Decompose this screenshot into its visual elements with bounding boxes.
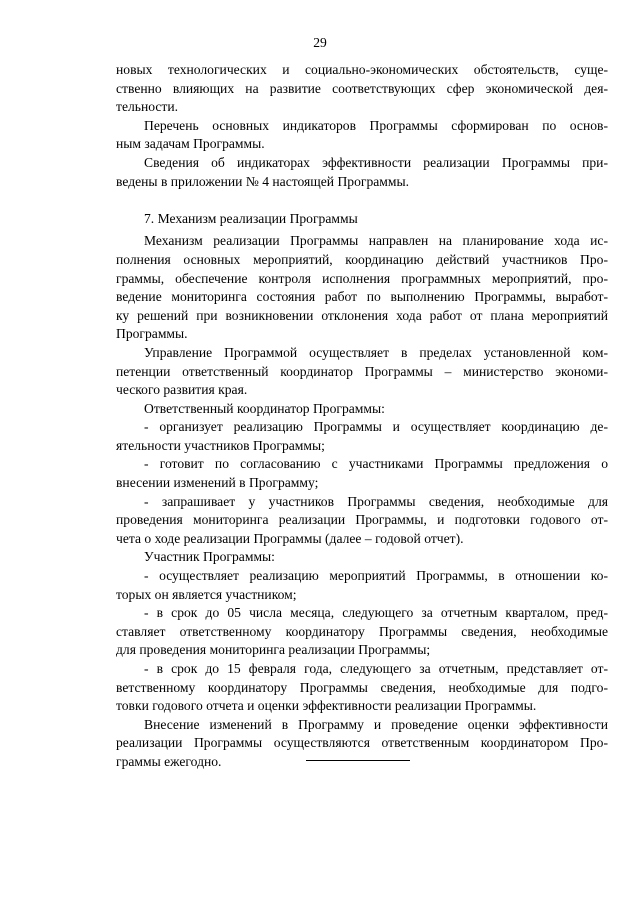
spacer bbox=[116, 191, 608, 210]
text-line: Программы. bbox=[116, 326, 188, 342]
text-line: ведены в приложении № 4 настоящей Программы. bbox=[116, 173, 410, 189]
text-line: Внесение изменений в Программу и проведение оценки эффективности bbox=[144, 716, 608, 732]
text-line: ческого развития края. bbox=[116, 382, 248, 398]
text-line: ственно влияющих на развитие соответствующих сфер экономической дея- bbox=[116, 80, 608, 96]
text-line: граммы ежегодно. bbox=[116, 753, 222, 769]
paragraphs-after-heading bbox=[116, 232, 608, 771]
text-line: торых он является участником; bbox=[116, 586, 297, 602]
text-line: Перечень основных индикаторов Программы сформирован по основ- bbox=[144, 117, 608, 133]
text-line: Ответственный координатор Программы: bbox=[144, 400, 385, 416]
text-line: чета о ходе реализации Программы (далее – годовой отчет). bbox=[116, 530, 464, 546]
text-line: для проведения мониторинга реализации Программы; bbox=[116, 642, 431, 658]
text-line: - запрашивает у участников Программы сведения, необходимые для bbox=[144, 493, 608, 509]
body-text bbox=[116, 61, 608, 772]
text-line: реализации Программы осуществляются ответственным координатором Про- bbox=[116, 735, 608, 751]
text-line: полнения основных мероприятий, координацию действий участников Про- bbox=[116, 251, 608, 267]
text-line: - осуществляет реализацию мероприятий Программы, в отношении ко- bbox=[144, 568, 608, 584]
text-line: ятельности участников Программы; bbox=[116, 437, 325, 453]
section-heading: 7. Механизм реализации Программы bbox=[144, 210, 358, 226]
text-line: ставляет ответственному координатору Программы сведения, необходимые bbox=[116, 623, 608, 639]
text-line: новых технологических и социально-экономических обстоятельств, суще- bbox=[116, 62, 608, 77]
text-line: внесении изменений в Программу; bbox=[116, 475, 319, 491]
text-line: товки годового отчета и оценки эффективности реализации Программы. bbox=[116, 698, 537, 714]
text-line: ветственному координатору Программы сведения, необходимые для подго- bbox=[116, 679, 608, 695]
text-line: проведения мониторинга реализации Программы, и подготовки годового от- bbox=[116, 512, 608, 528]
text-line: петенции ответственный координатор Программы – министерство экономи- bbox=[116, 363, 608, 379]
text-line: Сведения об индикаторах эффективности реализации Программы при- bbox=[144, 154, 608, 170]
text-line: Участник Программы: bbox=[144, 549, 275, 565]
text-line: - организует реализацию Программы и осуществляет координацию де- bbox=[144, 419, 608, 435]
text-line: Управление Программой осуществляет в пределах установленной ком- bbox=[144, 344, 608, 360]
text-line: Механизм реализации Программы направлен на планирование хода ис- bbox=[144, 233, 608, 249]
text-line: ведение мониторинга состояния работ по выполнению Программы, выработ- bbox=[116, 289, 608, 305]
text-line: - в срок до 15 февраля года, следующего за отчетным, представляет от- bbox=[144, 661, 608, 676]
text-line: ку решений при возникновении отклонения хода работ от плана мероприятий bbox=[116, 307, 608, 323]
end-divider bbox=[306, 760, 410, 761]
paragraphs-before-heading bbox=[116, 61, 608, 191]
text-line: - в срок до 05 числа месяца, следующего за отчетным кварталом, пред- bbox=[144, 605, 608, 621]
text-line: граммы, обеспечение контроля исполнения программных мероприятий, про- bbox=[116, 270, 608, 286]
page-number: 29 bbox=[313, 35, 327, 50]
text-line: тельности. bbox=[116, 99, 179, 115]
text-line: ным задачам Программы. bbox=[116, 136, 265, 152]
text-line: - готовит по согласованию с участниками Программы предложения о bbox=[144, 456, 608, 472]
